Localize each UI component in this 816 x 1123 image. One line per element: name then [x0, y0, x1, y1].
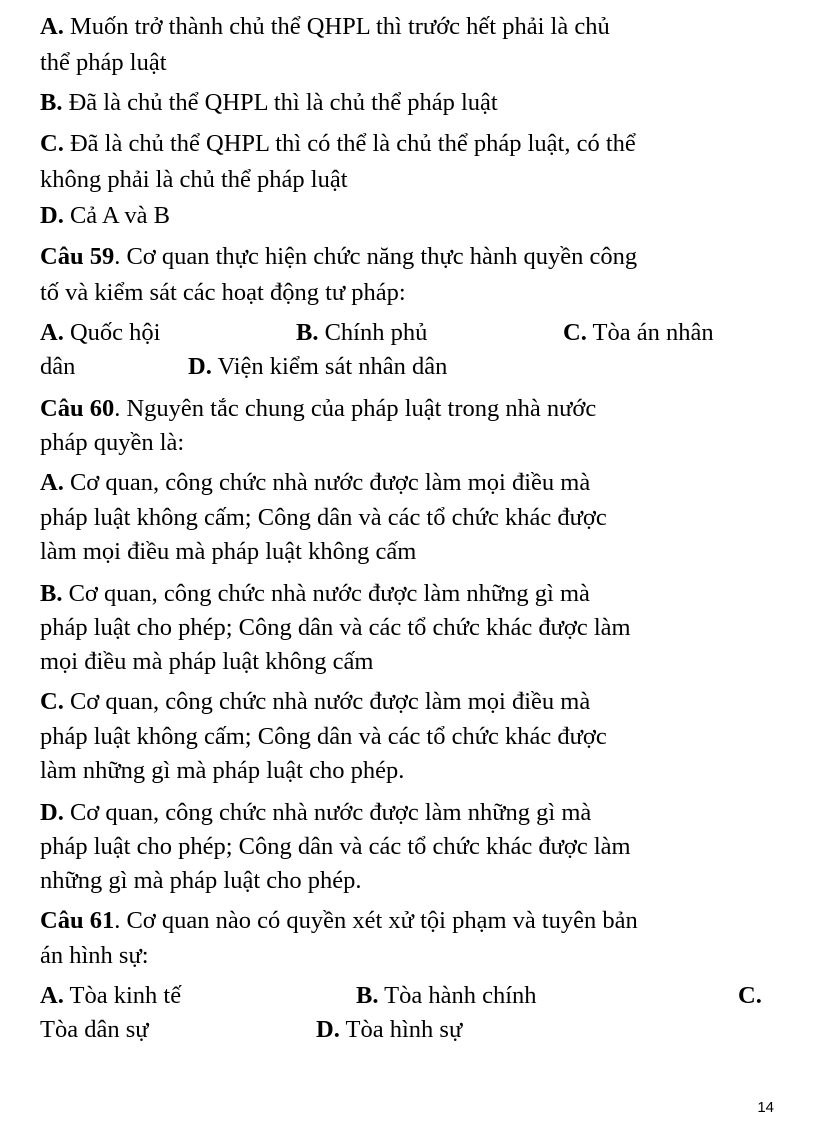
page-number: 14 [757, 1099, 774, 1116]
q60-option-a-line2 [40, 501, 780, 535]
option-text: Tòa án nhân [592, 319, 714, 346]
q60-question-line2 [40, 426, 780, 460]
question-text: pháp quyền là: [40, 429, 185, 456]
q59-question-line2 [40, 276, 780, 310]
q58-option-d [40, 199, 780, 233]
option-letter: A. [40, 469, 64, 496]
q59-option-b [296, 316, 427, 350]
q60-option-c-line2 [40, 720, 780, 754]
option-text: thể pháp luật [40, 49, 167, 76]
q61-option-c-letter [738, 979, 762, 1013]
q60-option-c-line3 [40, 754, 780, 788]
option-text: Tòa kinh tế [69, 982, 182, 1009]
question-text: án hình sự: [40, 942, 149, 969]
question-label: Câu 60 [40, 395, 115, 422]
option-text: Tòa hình sự [345, 1016, 463, 1043]
option-text: pháp luật không cấm; Công dân và các tổ chức khác được [40, 723, 607, 750]
option-text: Cơ quan, công chức nhà nước được làm mọi điều mà [69, 688, 591, 715]
q61-question-line2 [40, 939, 780, 973]
option-letter: C. [40, 688, 64, 715]
q58-option-a-line2 [40, 46, 780, 80]
question-text: . Cơ quan nào có quyền xét xử tội phạm và tuyên bản [114, 907, 638, 934]
q60-option-d-line3 [40, 864, 780, 898]
q58-option-c-line2 [40, 163, 780, 197]
question-text: . Cơ quan thực hiện chức năng thực hành quyền công [114, 243, 638, 270]
option-letter: A. [40, 13, 64, 40]
q60-option-a-line1 [40, 466, 780, 500]
q58-option-a-line1 [40, 10, 780, 44]
option-letter: A. [40, 982, 64, 1009]
q61-option-b [356, 979, 537, 1013]
q61-question-line1 [40, 904, 780, 938]
option-letter: C. [563, 319, 587, 346]
option-letter: D. [316, 1016, 340, 1043]
option-letter: D. [188, 353, 212, 380]
option-text: làm mọi điều mà pháp luật không cấm [40, 538, 417, 565]
q60-option-d-line2 [40, 830, 780, 864]
option-text: những gì mà pháp luật cho phép. [40, 867, 362, 894]
option-text: không phải là chủ thể pháp luật [40, 166, 348, 193]
option-letter: D. [40, 799, 64, 826]
question-label: Câu 61 [40, 907, 115, 934]
option-text: Cơ quan, công chức nhà nước được làm những gì mà [69, 799, 592, 826]
q60-option-c-line1 [40, 685, 780, 719]
q59-option-a [40, 316, 160, 350]
q59-option-d [188, 350, 447, 384]
question-label: Câu 59 [40, 243, 115, 270]
q60-option-b-line3 [40, 645, 780, 679]
option-text: Chính phủ [324, 319, 428, 346]
option-letter: B. [40, 580, 63, 607]
option-letter: B. [356, 982, 379, 1009]
option-text: Tòa hành chính [384, 982, 537, 1009]
option-text: mọi điều mà pháp luật không cấm [40, 648, 374, 675]
option-text: Đã là chủ thể QHPL thì có thể là chủ thể pháp luật, có thể [69, 130, 636, 157]
q59-option-c-cont [40, 350, 75, 384]
q61-option-c-text [40, 1013, 149, 1047]
option-letter: B. [296, 319, 319, 346]
option-letter: C. [738, 982, 762, 1009]
question-text: tố và kiểm sát các hoạt động tư pháp: [40, 279, 406, 306]
option-text: Viện kiểm sát nhân dân [217, 353, 448, 380]
q61-option-a [40, 979, 181, 1013]
option-letter: A. [40, 319, 64, 346]
q59-option-c [563, 316, 714, 350]
option-text: pháp luật cho phép; Công dân và các tổ chức khác được làm [40, 833, 631, 860]
option-text: Tòa dân sự [40, 1016, 149, 1043]
option-text: pháp luật không cấm; Công dân và các tổ chức khác được [40, 504, 607, 531]
option-text: Cơ quan, công chức nhà nước được làm mọi điều mà [69, 469, 591, 496]
option-text: Quốc hội [69, 319, 161, 346]
q60-option-d-line1 [40, 796, 780, 830]
option-text: Đã là chủ thể QHPL thì là chủ thể pháp luật [68, 89, 498, 116]
q58-option-b [40, 86, 780, 120]
option-text: dân [40, 353, 76, 380]
option-text: Cả A và B [69, 202, 170, 229]
q60-option-a-line3 [40, 535, 780, 569]
q60-option-b-line2 [40, 611, 780, 645]
q61-option-d [316, 1013, 462, 1047]
option-text: Muốn trở thành chủ thể QHPL thì trước hết phải là chủ [69, 13, 610, 40]
q58-option-c-line1 [40, 127, 780, 161]
question-text: . Nguyên tắc chung của pháp luật trong nhà nước [114, 395, 597, 422]
option-text: Cơ quan, công chức nhà nước được làm những gì mà [68, 580, 590, 607]
q59-question-line1 [40, 240, 780, 274]
option-text: pháp luật cho phép; Công dân và các tổ chức khác được làm [40, 614, 631, 641]
option-text: làm những gì mà pháp luật cho phép. [40, 757, 405, 784]
q60-question-line1 [40, 392, 780, 426]
option-letter: C. [40, 130, 64, 157]
q60-option-b-line1 [40, 577, 780, 611]
option-letter: B. [40, 89, 63, 116]
option-letter: D. [40, 202, 64, 229]
